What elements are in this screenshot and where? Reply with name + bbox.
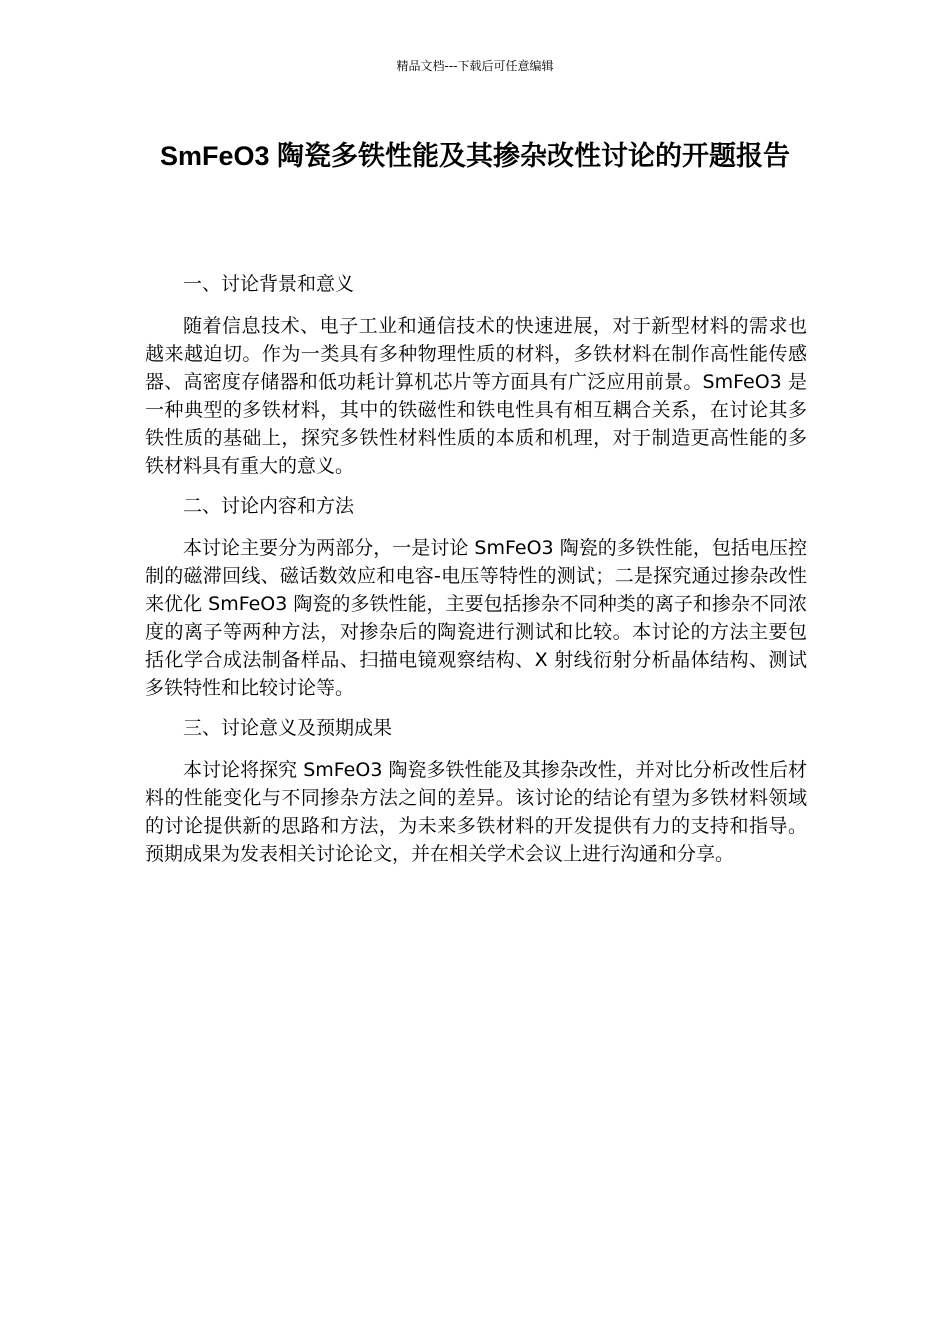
- document-body: [145, 270, 807, 880]
- section-heading: 一、讨论背景和意义: [183, 273, 355, 295]
- section-paragraph: 本讨论主要分为两部分，一是讨论 SmFeO3 陶瓷的多铁性能，包括电压控制的磁滞回线、磁话数效应和电容-电压等特性的测试；二是探究通过掺杂改性来优化 SmFeO3 陶瓷的多铁性能，主要包括掺杂不同种类的离子和掺杂不同浓度的离子等两种方法，对掺杂后的陶瓷进行测试和比较。本讨论的方法主要包括化学合成法制备样品、扫描电镜观察结构、X 射线衍射分析晶体结构、测试多铁特性和比较讨论等。: [145, 537, 807, 699]
- section-paragraph: 本讨论将探究 SmFeO3 陶瓷多铁性能及其掺杂改性，并对比分析改性后材料的性能变化与不同掺杂方法之间的差异。该讨论的结论有望为多铁材料领域的讨论提供新的思路和方法，为未来多铁材料的开发提供有力的支持和指导。预期成果为发表相关讨论论文，并在相关学术会议上进行沟通和分享。: [145, 759, 807, 865]
- document-title: SmFeO3 陶瓷多铁性能及其掺杂改性讨论的开题报告: [159, 141, 791, 171]
- section-paragraph: 随着信息技术、电子工业和通信技术的快速进展，对于新型材料的需求也越来越迫切。作为一类具有多种物理性质的材料，多铁材料在制作高性能传感器、高密度存储器和低功耗计算机芯片等方面具有广泛应用前景。SmFeO3 是一种典型的多铁材料，其中的铁磁性和铁电性具有相互耦合关系，在讨论其多铁性质的基础上，探究多铁性材料性质的本质和机理，对于制造更高性能的多铁材料具有重大的意义。: [145, 315, 807, 477]
- section-background: [145, 270, 807, 480]
- section-heading: 三、讨论意义及预期成果: [183, 717, 393, 739]
- header-note: 精品文档---下载后可任意编辑: [396, 59, 554, 73]
- section-content-method: [145, 492, 807, 702]
- section-heading: 二、讨论内容和方法: [183, 495, 355, 517]
- section-significance: [145, 714, 807, 868]
